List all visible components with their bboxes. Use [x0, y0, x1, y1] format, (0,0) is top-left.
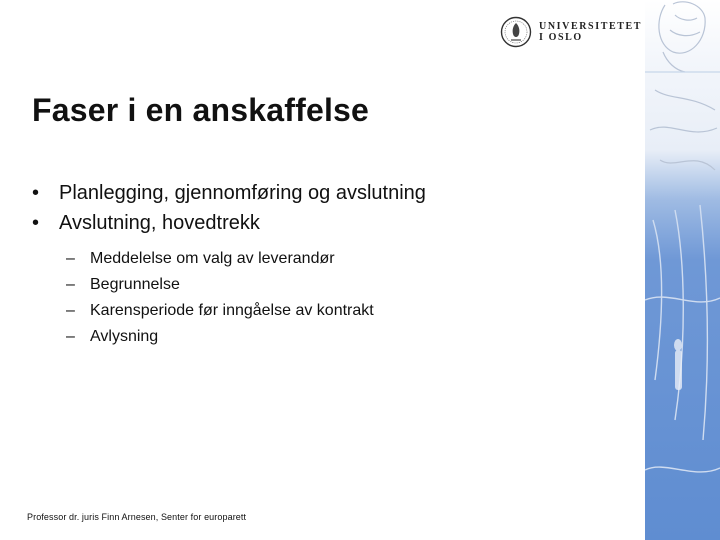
university-seal-icon	[500, 16, 532, 48]
sub-bullet-mark: –	[66, 302, 75, 319]
sub-bullet-mark: –	[66, 276, 75, 293]
sub-bullet-text: Avlysning	[90, 328, 159, 345]
university-logo	[500, 14, 642, 50]
bullet-text: Planlegging, gjennomføring og avslutning	[59, 182, 426, 204]
sub-bullet-text: Begrunnelse	[90, 276, 180, 293]
sub-bullet-mark: –	[66, 250, 75, 267]
bullet-mark: •	[32, 212, 40, 234]
classical-sculpture-illustration	[645, 0, 720, 540]
logo-text	[539, 21, 642, 43]
sub-bullet-list	[66, 246, 374, 350]
logo-line-1: UNIVERSITETET	[539, 21, 643, 32]
bullet-item	[32, 208, 426, 238]
bullet-item	[32, 178, 426, 208]
slide-footer: Professor dr. juris Finn Arnesen, Senter for europarett	[27, 512, 247, 522]
logo-line-2: I OSLO	[539, 32, 583, 43]
slide-title: Faser i en anskaffelse	[32, 92, 370, 128]
sub-bullet-text: Karensperiode før inngåelse av kontrakt	[90, 302, 374, 319]
sub-bullet-item	[66, 272, 374, 298]
sub-bullet-item	[66, 246, 374, 272]
sub-bullet-mark: –	[66, 328, 75, 345]
decorative-side-band	[645, 0, 720, 540]
sub-bullet-text: Meddelelse om valg av leverandør	[90, 250, 335, 267]
sub-bullet-item	[66, 324, 374, 350]
bullet-text: Avslutning, hovedtrekk	[59, 212, 260, 234]
bullet-mark: •	[32, 182, 40, 204]
bullet-list	[32, 178, 426, 238]
sub-bullet-item	[66, 298, 374, 324]
